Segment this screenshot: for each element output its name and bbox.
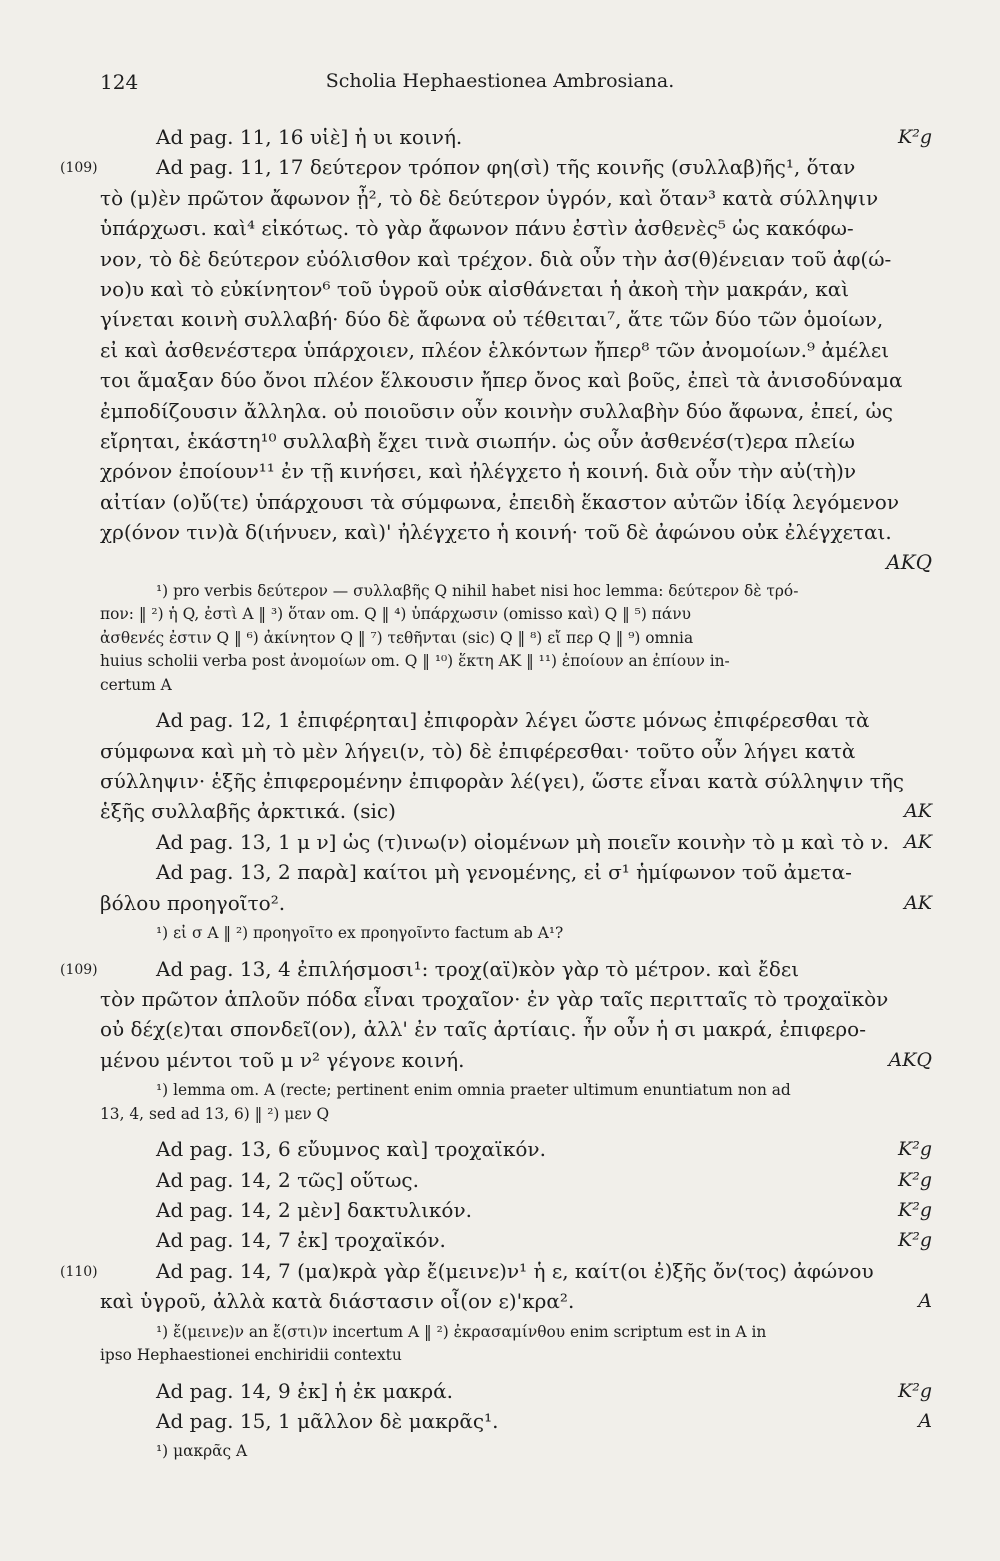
apparatus-line: ipso Hephaestionei enchiridii contextu	[100, 1346, 402, 1365]
scholion-lemma-line: Ad pag. 13, 2 παρὰ] καίτοι μὴ γενομένης, εἰ σ¹ ἡμίφωνον τοῦ ἀμετα-	[156, 860, 852, 885]
scholion-lemma-line: Ad pag. 13, 1 μ ν] ὡς (τ)ινω(ν) οἰομένων μὴ ποιεῖν κοινὴν τὸ μ καὶ τὸ ν. AK	[100, 827, 932, 857]
scholion-text-line: εἴρηται, ἑκάστη¹⁰ συλλαβὴ ἔχει τινὰ σιωπήν. ὡς οὖν ἀσθενέσ(τ)ερα πλείω	[100, 429, 855, 454]
scholion-text-line: χρ(όνον τιν)ὰ δ(ιήνυεν, καὶ)' ἠλέγχετο ἡ κοινή· τοῦ δὲ ἀφώνου οὐκ ἐλέγχεται.	[100, 520, 892, 545]
apparatus-notes	[100, 1079, 932, 1126]
scholion-lemma-line: Ad pag. 14, 2 τῶς] οὕτως. K²g	[100, 1165, 932, 1195]
manuscript-sigla: K²g	[898, 1198, 932, 1221]
scholion-text-line: χρόνον ἐποίουν¹¹ ἐν τῇ κινήσει, καὶ ἠλέγχετο ἡ κοινή. διὰ οὖν τὴν αὐ(τὴ)ν	[100, 459, 857, 484]
page-number: 124	[100, 70, 139, 94]
scholion-text-line: ἑξῆς συλλαβῆς ἀρκτικά. (sic) AK	[100, 796, 932, 826]
apparatus-notes	[100, 922, 932, 946]
scholion-entry	[100, 1376, 932, 1406]
manuscript-sigla: AKQ	[888, 1048, 932, 1071]
scholion-text-line: βόλου προηγοῖτο². AK	[100, 888, 932, 918]
scholion-text-line: ὑπάρχωσι. καὶ⁴ εἰκότως. τὸ γὰρ ἄφωνον πάνυ ἐστὶν ἀσθενὲς⁵ ὡς κακόφω-	[100, 216, 854, 241]
apparatus-line: ¹) μακρᾶς A	[156, 1442, 248, 1461]
scholion-entry	[100, 1134, 932, 1164]
scholion-lemma-line: Ad pag. 14, 9 ἐκ] ἡ ἐκ μακρά. K²g	[100, 1376, 932, 1406]
scholion-text-line: τὸ (μ)ὲν πρῶτον ἄφωνον ᾖ², τὸ δὲ δεύτερον ὑγρόν, καὶ ὅταν³ κατὰ σύλληψιν	[100, 185, 879, 210]
apparatus-notes	[100, 580, 932, 698]
scholion-entry	[60, 1256, 932, 1368]
manuscript-sigla: K²g	[898, 1168, 932, 1191]
scholion-text-line: τοι ἅμαξαν δύο ὄνοι πλέον ἕλκουσιν ἤπερ ὄνος καὶ βοῦς, ἐπεὶ τὰ ἀνισοδύναμα	[100, 368, 903, 393]
apparatus-line: ¹) pro verbis δεύτερον — συλλαβῆς Q nihil habet nisi hoc lemma: δεύτερον δὲ τρό-	[156, 581, 799, 600]
apparatus-line: ¹) ἔ(μεινε)ν an ἔ(στι)ν incertum A ‖ ²) ἐκρασαμίνθου enim scriptum est in A in	[156, 1322, 767, 1341]
scholion-lemma-line: Ad pag. 13, 4 ἐπιλήσμοσι¹: τροχ(αϊ)κὸν γὰρ τὸ μέτρον. καὶ ἔδει	[156, 956, 800, 981]
scholion-entry	[100, 1195, 932, 1225]
scholion-text-line: οὐ δέχ(ε)ται σπονδεῖ(ον), ἀλλ' ἐν ταῖς ἀρτίαις. ἦν οὖν ἡ σι μακρά, ἐπιφερο-	[100, 1017, 866, 1042]
scholia-body	[60, 122, 932, 1472]
scholion-entry	[100, 1406, 932, 1464]
apparatus-line: certum A	[100, 675, 172, 694]
page-header	[100, 70, 900, 100]
scholion-lemma-line: Ad pag. 13, 6 εὔυμνος καὶ] τροχαϊκόν. K²g	[100, 1134, 932, 1164]
manuscript-sigla: AKQ	[886, 549, 932, 574]
scholion-text-line: εἰ καὶ ἀσθενέστερα ὑπάρχοιεν, πλέον ἑλκόντων ἤπερ⁸ τῶν ἀνομοίων.⁹ ἀμέλει	[100, 337, 890, 362]
scholion-lemma-line: Ad pag. 11, 16 υἱὲ] ἡ υι κοινή. K²g	[100, 122, 932, 152]
scholion-entry	[100, 705, 932, 827]
apparatus-line: ¹) εἰ σ A ‖ ²) προηγοῖτο ex προηγοῖντο factum ab A¹?	[156, 924, 564, 943]
scholion-lemma-line: Ad pag. 14, 2 μὲν] δακτυλικόν. K²g	[100, 1195, 932, 1225]
running-title: Scholia Hephaestionea Ambrosiana.	[325, 70, 675, 92]
manuscript-sigla: AK	[904, 830, 932, 853]
scholion-text-line: νο)υ καὶ τὸ εὐκίνητον⁶ τοῦ ὑγροῦ οὐκ αἰσθάνεται ἡ ἀκοὴ τὴν μακράν, καὶ	[100, 277, 850, 302]
scholion-lemma-line: Ad pag. 15, 1 μᾶλλον δὲ μακρᾶς¹. A	[100, 1406, 932, 1436]
margin-reference: (109)	[60, 961, 98, 978]
scholion-entry	[100, 122, 932, 152]
scholion-text-line: τὸν πρῶτον ἁπλοῦν πόδα εἶναι τροχαῖον· ἐν γὰρ ταῖς περιτταῖς τὸ τροχαϊκὸν	[100, 986, 889, 1011]
manuscript-sigla: A	[918, 1410, 932, 1432]
scholion-text-line: καὶ ὑγροῦ, ἀλλὰ κατὰ διάστασιν οἷ(ον ε)'κρα². A	[100, 1286, 932, 1316]
scholion-lemma-line: Ad pag. 14, 7 ἐκ] τροχαϊκόν. K²g	[100, 1225, 932, 1255]
scholion-text-line: ἐμποδίζουσιν ἄλληλα. οὐ ποιοῦσιν οὖν κοινὴν συλλαβὴν δύο ἄφωνα, ἐπεί, ὡς	[100, 398, 893, 423]
scholion-text-line: σύλληψιν· ἑξῆς ἐπιφερομένην ἐπιφορὰν λέ(γει), ὥστε εἶναι κατὰ σύλληψιν τῆς	[100, 769, 904, 793]
apparatus-notes	[100, 1321, 932, 1368]
scholion-text-line: σύμφωνα καὶ μὴ τὸ μὲν λήγει(ν, τὸ) δὲ ἐπιφέρεσθαι· τοῦτο οὖν λήγει κατὰ	[100, 738, 856, 763]
scholion-lemma-line: Ad pag. 11, 17 δεύτερον τρόπον φη(σὶ) τῆς κοινῆς (συλλαβ)ῆς¹, ὅταν	[156, 155, 856, 180]
margin-reference: (110)	[60, 1263, 98, 1280]
manuscript-sigla: A	[918, 1290, 932, 1313]
scholion-entry	[60, 954, 932, 1127]
scholion-entry	[100, 1225, 932, 1255]
apparatus-line: 13, 4, sed ad 13, 6) ‖ ²) μεν Q	[100, 1104, 330, 1123]
manuscript-sigla: K²g	[898, 1229, 932, 1252]
scholion-text-line: νον, τὸ δὲ δεύτερον εὐόλισθον καὶ τρέχον. διὰ οὖν τὴν ἀσ(θ)ένειαν τοῦ ἀφ(ώ-	[100, 246, 892, 271]
apparatus-line: πον: ‖ ²) ἡ Q, ἐστὶ A ‖ ³) ὅταν om. Q ‖ ⁴) ὑπάρχωσιν (omisso καὶ) Q ‖ ⁵) πάνυ	[100, 605, 691, 624]
apparatus-notes	[100, 1440, 932, 1464]
margin-reference: (109)	[60, 160, 98, 177]
scholion-entry	[60, 152, 932, 697]
manuscript-sigla: K²g	[898, 1138, 932, 1161]
scholion-lemma-line: Ad pag. 14, 7 (μα)κρὰ γὰρ ἔ(μεινε)ν¹ ἡ ε, καίτ(οι ἐ)ξῆς ὄν(τος) ἀφώνου	[156, 1258, 874, 1283]
scholion-entry	[100, 827, 932, 857]
manuscript-sigla: AK	[904, 800, 932, 823]
scholion-text-line: μένου μέντοι τοῦ μ ν² γέγονε κοινή. AKQ	[100, 1045, 932, 1075]
apparatus-line: ἀσθενές ἐστιν Q ‖ ⁶) ἀκίνητον Q ‖ ⁷) τεθῆνται (sic) Q ‖ ⁸) εἴ περ Q ‖ ⁹) omnia	[100, 628, 694, 647]
scholion-text-line: γίνεται κοινὴ συλλαβή· δύο δὲ ἄφωνα οὐ τέθειται⁷, ἅτε τῶν δύο τῶν ὁμοίων,	[100, 307, 884, 332]
apparatus-line: huius scholii verba post ἀνομοίων om. Q ‖ ¹⁰) ἕκτη AK ‖ ¹¹) ἐποίουν an ἐπίουν in-	[100, 652, 730, 671]
scholion-lemma-line: Ad pag. 12, 1 ἐπιφέρηται] ἐπιφορὰν λέγει ὥστε μόνως ἐπιφέρεσθαι τὰ	[156, 708, 870, 733]
manuscript-sigla: K²g	[898, 126, 932, 148]
manuscript-sigla: K²g	[898, 1379, 932, 1402]
manuscript-sigla: AK	[904, 891, 932, 914]
scholion-text-line: αἰτίαν (ο)ὔ(τε) ὑπάρχουσι τὰ σύμφωνα, ἐπειδὴ ἕκαστον αὐτῶν ἰδίᾳ λεγόμενον	[100, 489, 899, 514]
apparatus-line: ¹) lemma om. A (recte; pertinent enim omnia praeter ultimum enuntiatum non ad	[156, 1081, 791, 1100]
scholion-entry	[100, 1165, 932, 1195]
scholion-entry	[100, 857, 932, 945]
